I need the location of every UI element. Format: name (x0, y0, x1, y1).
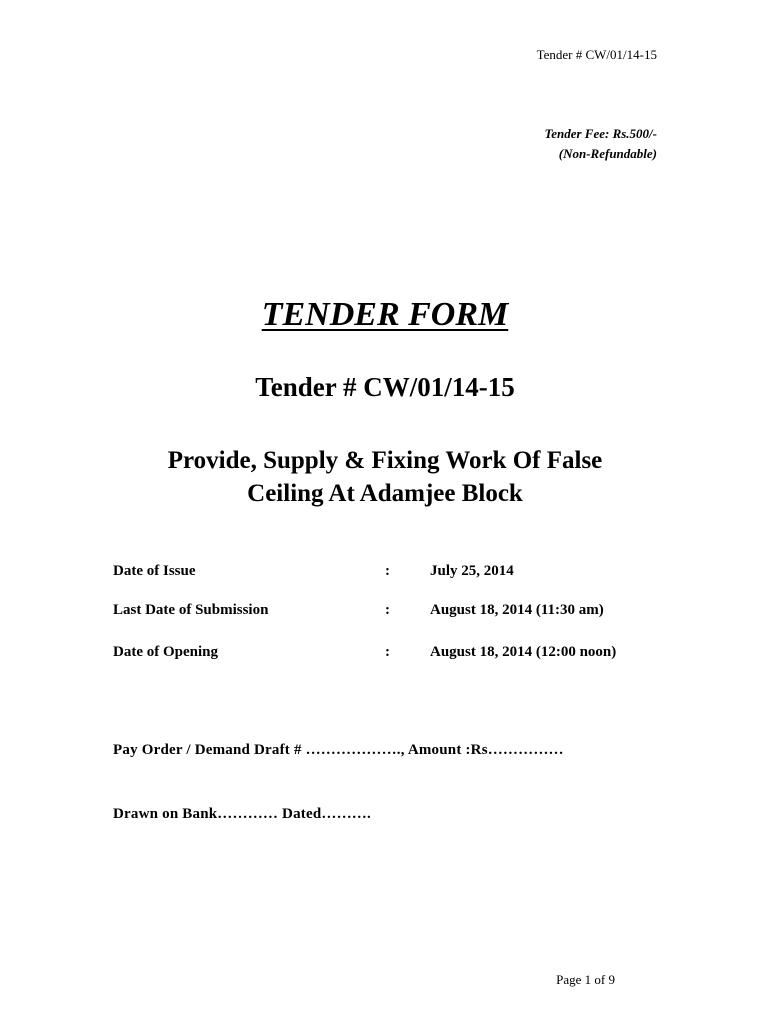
detail-value: July 25, 2014 (430, 563, 514, 579)
detail-row-last-date-of-submission (113, 602, 673, 622)
tender-subject (0, 444, 770, 510)
tender-dates-table (113, 563, 673, 664)
drawn-on-bank-line: Drawn on Bank………… Dated………. (113, 806, 371, 822)
tender-fee-note: (Non-Refundable) (558, 146, 657, 161)
detail-label: Date of Issue (113, 563, 196, 579)
tender-fee-amount: Tender Fee: Rs.500/- (544, 126, 657, 141)
detail-value: August 18, 2014 (11:30 am) (430, 602, 604, 618)
tender-fee-block (544, 124, 657, 164)
detail-separator: : (385, 602, 390, 618)
tender-number-heading: Tender # CW/01/14-15 (255, 372, 515, 402)
pay-order-demand-draft-line: Pay Order / Demand Draft # ………………., Amount :Rs…………… (113, 742, 564, 758)
tender-subject-line-2: Ceiling At Adamjee Block (247, 480, 523, 507)
page-number: Page 1 of 9 (556, 972, 615, 987)
header-tender-reference: Tender # CW/01/14-15 (536, 47, 657, 62)
detail-value: August 18, 2014 (12:00 noon) (430, 644, 617, 660)
detail-label: Date of Opening (113, 644, 218, 660)
tender-subject-line-1: Provide, Supply & Fixing Work Of False (167, 447, 603, 474)
document-title: TENDER FORM (261, 296, 509, 333)
detail-row-date-of-issue (113, 563, 673, 583)
detail-row-date-of-opening (113, 644, 673, 664)
detail-separator: : (385, 563, 390, 579)
detail-label: Last Date of Submission (113, 602, 269, 618)
detail-separator: : (385, 644, 390, 660)
